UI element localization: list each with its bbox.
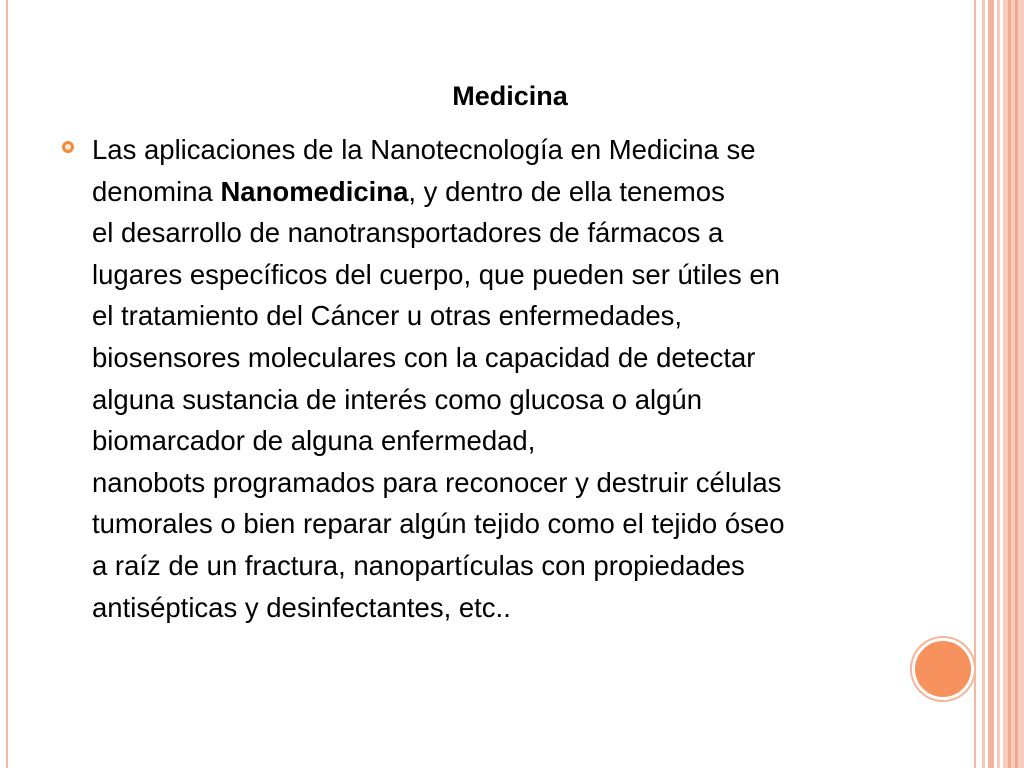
- bullet-line-suffix: , y dentro de ella tenemos: [408, 175, 725, 207]
- slide-title: Medicina: [452, 81, 568, 111]
- bold-term: Nanomedicina: [220, 175, 409, 207]
- bullet-line: el desarrollo de nanotransportadores de fármacos a: [92, 217, 724, 249]
- bullet-line: alguna sustancia de interés como glucosa o algún: [92, 383, 702, 415]
- bullet-line: nanobots programados para reconocer y destruir células: [92, 466, 782, 498]
- bullet-line: lugares específicos del cuerpo, que pueden ser útiles en: [92, 258, 780, 290]
- decorative-stripe: [988, 0, 994, 768]
- bullet-line: antisépticas y desinfectantes, etc..: [92, 591, 511, 623]
- bullet-line: Las aplicaciones de la Nanotecnología en Medicina se: [92, 134, 756, 165]
- decorative-circle: [912, 638, 974, 700]
- decorative-stripe: [997, 0, 1000, 768]
- decorative-stripe: [1015, 0, 1018, 768]
- decorative-stripe: [1008, 0, 1011, 768]
- bullet-ring-icon: [62, 141, 74, 153]
- bullet-line: tumorales o bien reparar algún tejido como el tejido óseo: [92, 508, 785, 540]
- bullet-line-prefix: denomina: [92, 175, 221, 207]
- decorative-stripe: [982, 0, 985, 768]
- bullet-line: a raíz de un fractura, nanopartículas con propiedades: [92, 549, 745, 581]
- bullet-line: biomarcador de alguna enfermedad,: [92, 425, 536, 457]
- bullet-line: el tratamiento del Cáncer u otras enfermedades,: [92, 300, 683, 332]
- decorative-stripe: [1003, 0, 1024, 768]
- bullet-line: [92, 171, 972, 213]
- bullet-line: biosensores moleculares con la capacidad de detectar: [92, 341, 756, 373]
- bullet-text: [92, 129, 972, 628]
